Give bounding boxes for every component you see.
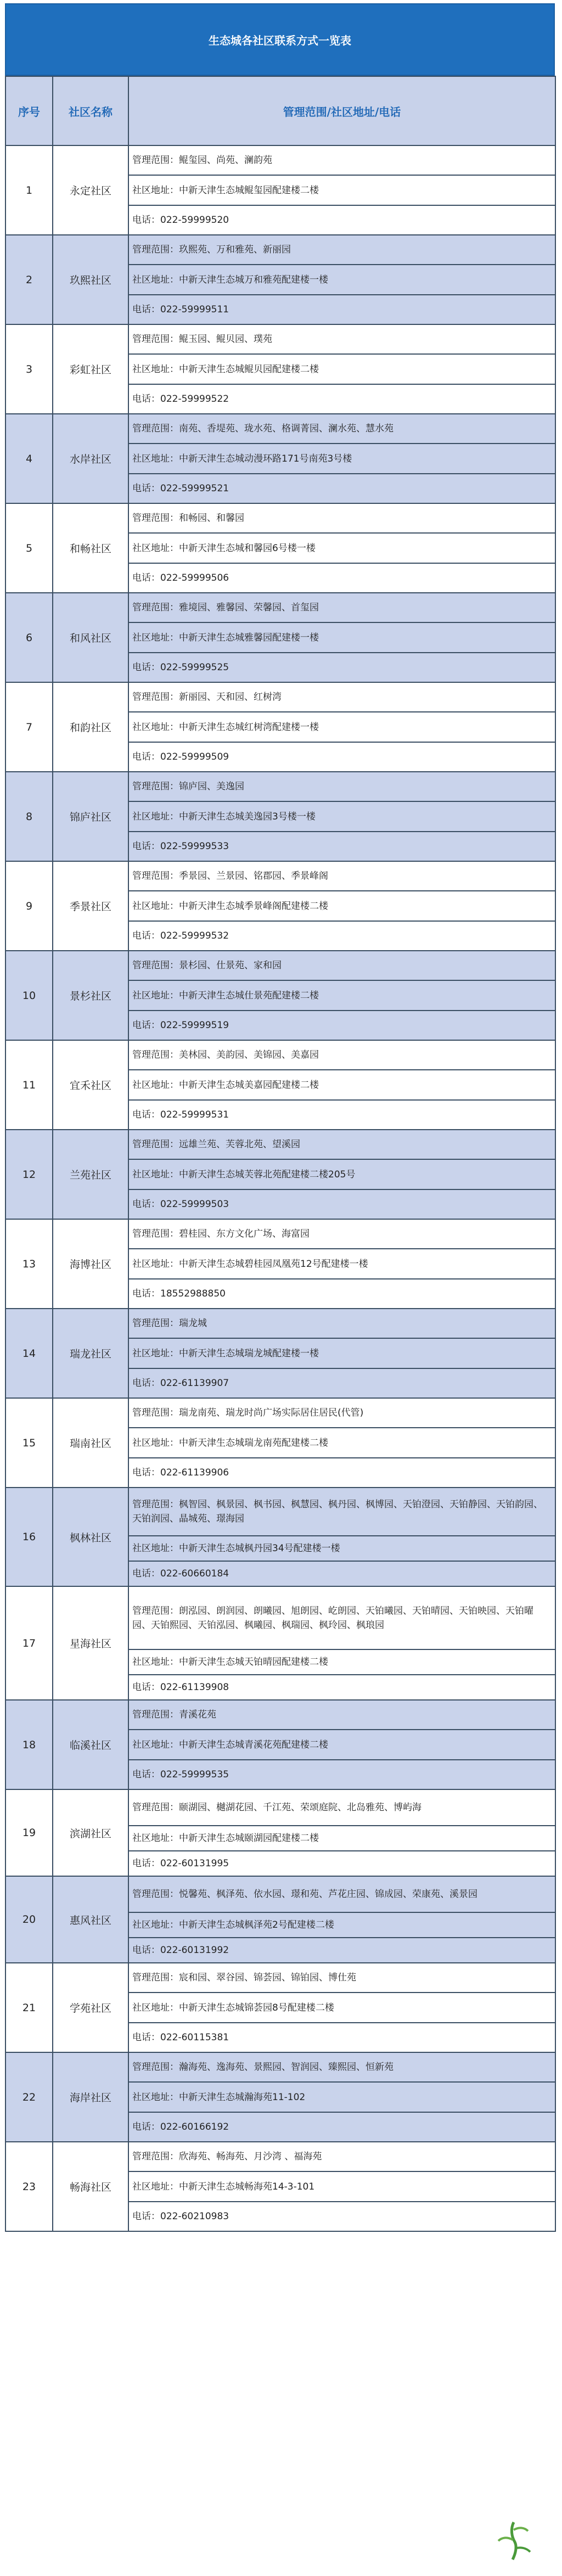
table-row [5,235,555,265]
community-address: 社区地址：中新天津生态城瑞龙南苑配建楼二楼 [128,1428,555,1458]
community-phone: 电话：022-59999506 [128,563,555,593]
community-number: 21 [5,1963,53,2052]
community-name: 锦庐社区 [53,772,128,861]
document [5,3,555,2232]
community-phone: 电话：022-61139906 [128,1458,555,1488]
community-phone: 电话：022-59999535 [128,1760,555,1789]
community-name: 宜禾社区 [53,1040,128,1130]
community-name: 景杉社区 [53,951,128,1040]
community-name: 星海社区 [53,1586,128,1700]
community-address: 社区地址：中新天津生态城季景峰阁配建楼二楼 [128,891,555,921]
community-number: 14 [5,1309,53,1398]
community-phone: 电话：022-59999521 [128,474,555,503]
community-table [5,76,556,2232]
header-row [5,76,555,145]
community-scope: 管理范围：锦庐园、美逸园 [128,772,555,801]
table-row [5,324,555,354]
table-row [5,951,555,980]
community-phone: 电话：022-60166192 [128,2112,555,2142]
community-phone: 电话：022-59999525 [128,653,555,682]
community-address: 社区地址：中新天津生态城天铂晴园配建楼二楼 [128,1649,555,1675]
community-scope: 管理范围：颐湖园、樾湖花园、千江苑、荣颂庭院、北岛雅苑、博屿海 [128,1789,555,1826]
community-name: 水岸社区 [53,414,128,503]
community-address: 社区地址：中新天津生态城雅馨园配建楼一楼 [128,622,555,653]
community-number: 16 [5,1488,53,1586]
community-phone: 电话：022-59999533 [128,832,555,861]
table-body [5,145,555,2231]
community-scope: 管理范围：欣海苑、畅海苑、月沙湾 、福海苑 [128,2142,555,2171]
community-address: 社区地址：中新天津生态城枫丹园34号配建楼一楼 [128,1536,555,1561]
table-row [5,2142,555,2171]
community-name: 和韵社区 [53,682,128,772]
community-address: 社区地址：中新天津生态城万和雅苑配建楼一楼 [128,265,555,295]
community-name: 和畅社区 [53,503,128,593]
table-row [5,1700,555,1730]
community-number: 2 [5,235,53,324]
table-title: 生态城各社区联系方式一览表 [5,3,555,76]
community-number: 13 [5,1219,53,1309]
community-scope: 管理范围：鲲玉园、鲲贝园、璞苑 [128,324,555,354]
community-name: 滨湖社区 [53,1789,128,1876]
community-number: 15 [5,1398,53,1488]
community-name: 季景社区 [53,861,128,951]
table-row [5,1586,555,1649]
community-address: 社区地址：中新天津生态城颐湖园配建楼二楼 [128,1826,555,1851]
table-row [5,593,555,622]
community-scope: 管理范围：碧桂园、东方文化广场、海富园 [128,1219,555,1249]
community-address: 社区地址：中新天津生态城瑞龙城配建楼一楼 [128,1338,555,1368]
table-row [5,1398,555,1428]
community-number: 22 [5,2052,53,2142]
community-scope: 管理范围：景杉园、仕景苑、家和园 [128,951,555,980]
community-name: 畅海社区 [53,2142,128,2231]
community-scope: 管理范围：瑞龙城 [128,1309,555,1338]
header-num: 序号 [5,76,53,145]
table-row [5,1040,555,1070]
community-number: 10 [5,951,53,1040]
table-row [5,145,555,175]
community-scope: 管理范围：季景园、兰景园、铭郡园、季景峰阁 [128,861,555,891]
community-name: 永定社区 [53,145,128,235]
community-number: 4 [5,414,53,503]
community-number: 6 [5,593,53,682]
community-name: 学苑社区 [53,1963,128,2052]
table-row [5,772,555,801]
community-address: 社区地址：中新天津生态城动漫环路171号南苑3号楼 [128,444,555,474]
community-phone: 电话：022-61139908 [128,1675,555,1700]
community-number: 5 [5,503,53,593]
community-scope: 管理范围：新丽园、天和园、红树湾 [128,682,555,712]
community-number: 9 [5,861,53,951]
community-number: 12 [5,1130,53,1219]
community-name: 瑞龙社区 [53,1309,128,1398]
community-name: 枫林社区 [53,1488,128,1586]
community-phone: 电话：022-60115381 [128,2023,555,2052]
table-row [5,682,555,712]
community-scope: 管理范围：鲲玺园、尚苑、澜韵苑 [128,145,555,175]
table-row [5,1488,555,1536]
table-row [5,1130,555,1159]
community-scope: 管理范围：和畅园、和馨园 [128,503,555,533]
community-name: 兰苑社区 [53,1130,128,1219]
community-name: 海博社区 [53,1219,128,1309]
community-scope: 管理范围：瀚海苑、逸海苑、景熙园、智润园、臻熙园、恒新苑 [128,2052,555,2082]
community-name: 海岸社区 [53,2052,128,2142]
community-phone: 电话：022-60210983 [128,2202,555,2231]
community-number: 20 [5,1876,53,1963]
community-scope: 管理范围：美林园、美韵园、美锦园、美嘉园 [128,1040,555,1070]
community-scope: 管理范围：枫智园、枫景园、枫书园、枫慧园、枫丹园、枫博园、天铂澄园、天铂静园、天铂韵园、天铂润园、晶城苑、璟海园 [128,1488,555,1536]
table-row [5,414,555,444]
community-phone: 电话：022-60131995 [128,1851,555,1876]
community-phone: 电话：022-59999509 [128,742,555,772]
community-address: 社区地址：中新天津生态城仕景苑配建楼二楼 [128,980,555,1011]
community-address: 社区地址：中新天津生态城和馨园6号楼一楼 [128,533,555,563]
table-row [5,1789,555,1826]
community-address: 社区地址：中新天津生态城美嘉园配建楼二楼 [128,1070,555,1100]
community-phone: 电话：022-59999522 [128,384,555,414]
community-name: 和风社区 [53,593,128,682]
community-phone: 电话：022-59999503 [128,1189,555,1219]
community-scope: 管理范围：青溪花苑 [128,1700,555,1730]
community-address: 社区地址：中新天津生态城美逸园3号楼一楼 [128,801,555,832]
community-phone: 电话：022-61139907 [128,1368,555,1398]
community-phone: 电话：022-60131992 [128,1938,555,1963]
community-scope: 管理范围：玖熙苑、万和雅苑、新丽园 [128,235,555,265]
community-address: 社区地址：中新天津生态城青溪花苑配建楼二楼 [128,1730,555,1760]
community-name: 彩虹社区 [53,324,128,414]
community-address: 社区地址：中新天津生态城枫泽苑2号配建楼二楼 [128,1912,555,1938]
table-row [5,1309,555,1338]
community-number: 17 [5,1586,53,1700]
community-scope: 管理范围：宸和园、翠谷园、锦荟园、锦铂园、博仕苑 [128,1963,555,1993]
community-number: 8 [5,772,53,861]
community-number: 1 [5,145,53,235]
community-address: 社区地址：中新天津生态城锦荟园8号配建楼二楼 [128,1993,555,2023]
community-number: 23 [5,2142,53,2231]
community-address: 社区地址：中新天津生态城鲲贝园配建楼二楼 [128,354,555,384]
site-logo-watermark [481,2518,547,2565]
community-phone: 电话：022-59999511 [128,295,555,324]
community-scope: 管理范围：朗泓园、朗润园、朗曦园、旭朗园、屹朗园、天铂曦园、天铂晴园、天铂映园、天铂曜园、天铂熙园、天铂泓园、枫曦园、枫瑞园、枫玲园、枫琅园 [128,1586,555,1649]
community-scope: 管理范围：南苑、香堤苑、珑水苑、格调菁园、澜水苑、慧水苑 [128,414,555,444]
community-address: 社区地址：中新天津生态城芙蓉北苑配建楼二楼205号 [128,1159,555,1189]
community-address: 社区地址：中新天津生态城碧桂园凤凰苑12号配建楼一楼 [128,1249,555,1279]
header-info: 管理范围/社区地址/电话 [128,76,555,145]
header-name: 社区名称 [53,76,128,145]
community-name: 临溪社区 [53,1700,128,1789]
table-row [5,1219,555,1249]
community-number: 18 [5,1700,53,1789]
community-number: 11 [5,1040,53,1130]
table-row [5,1963,555,1993]
community-address: 社区地址：中新天津生态城畅海苑14-3-101 [128,2171,555,2202]
community-scope: 管理范围：悦馨苑、枫泽苑、依水园、璟和苑、芦花庄园、锦成园、荣康苑、溪景园 [128,1876,555,1912]
community-address: 社区地址：中新天津生态城鲲玺园配建楼二楼 [128,175,555,205]
community-scope: 管理范围：瑞龙南苑、瑞龙时尚广场实际居住居民(代管) [128,1398,555,1428]
community-address: 社区地址：中新天津生态城红树湾配建楼一楼 [128,712,555,742]
community-name: 瑞南社区 [53,1398,128,1488]
table-row [5,861,555,891]
community-number: 3 [5,324,53,414]
community-scope: 管理范围：雅境园、雅馨园、荣馨园、首玺园 [128,593,555,622]
community-phone: 电话：022-59999519 [128,1011,555,1040]
community-number: 19 [5,1789,53,1876]
table-row [5,2052,555,2082]
community-phone: 电话：022-59999531 [128,1100,555,1130]
community-name: 惠风社区 [53,1876,128,1963]
community-phone: 电话：022-59999520 [128,205,555,235]
community-phone: 电话：022-60660184 [128,1561,555,1586]
community-number: 7 [5,682,53,772]
community-phone: 电话：18552988850 [128,1279,555,1309]
community-scope: 管理范围：远雄兰苑、芙蓉北苑、望溪园 [128,1130,555,1159]
community-phone: 电话：022-59999532 [128,921,555,951]
table-row [5,1876,555,1912]
table-row [5,503,555,533]
community-name: 玖熙社区 [53,235,128,324]
community-address: 社区地址：中新天津生态城瀚海苑11-102 [128,2082,555,2112]
